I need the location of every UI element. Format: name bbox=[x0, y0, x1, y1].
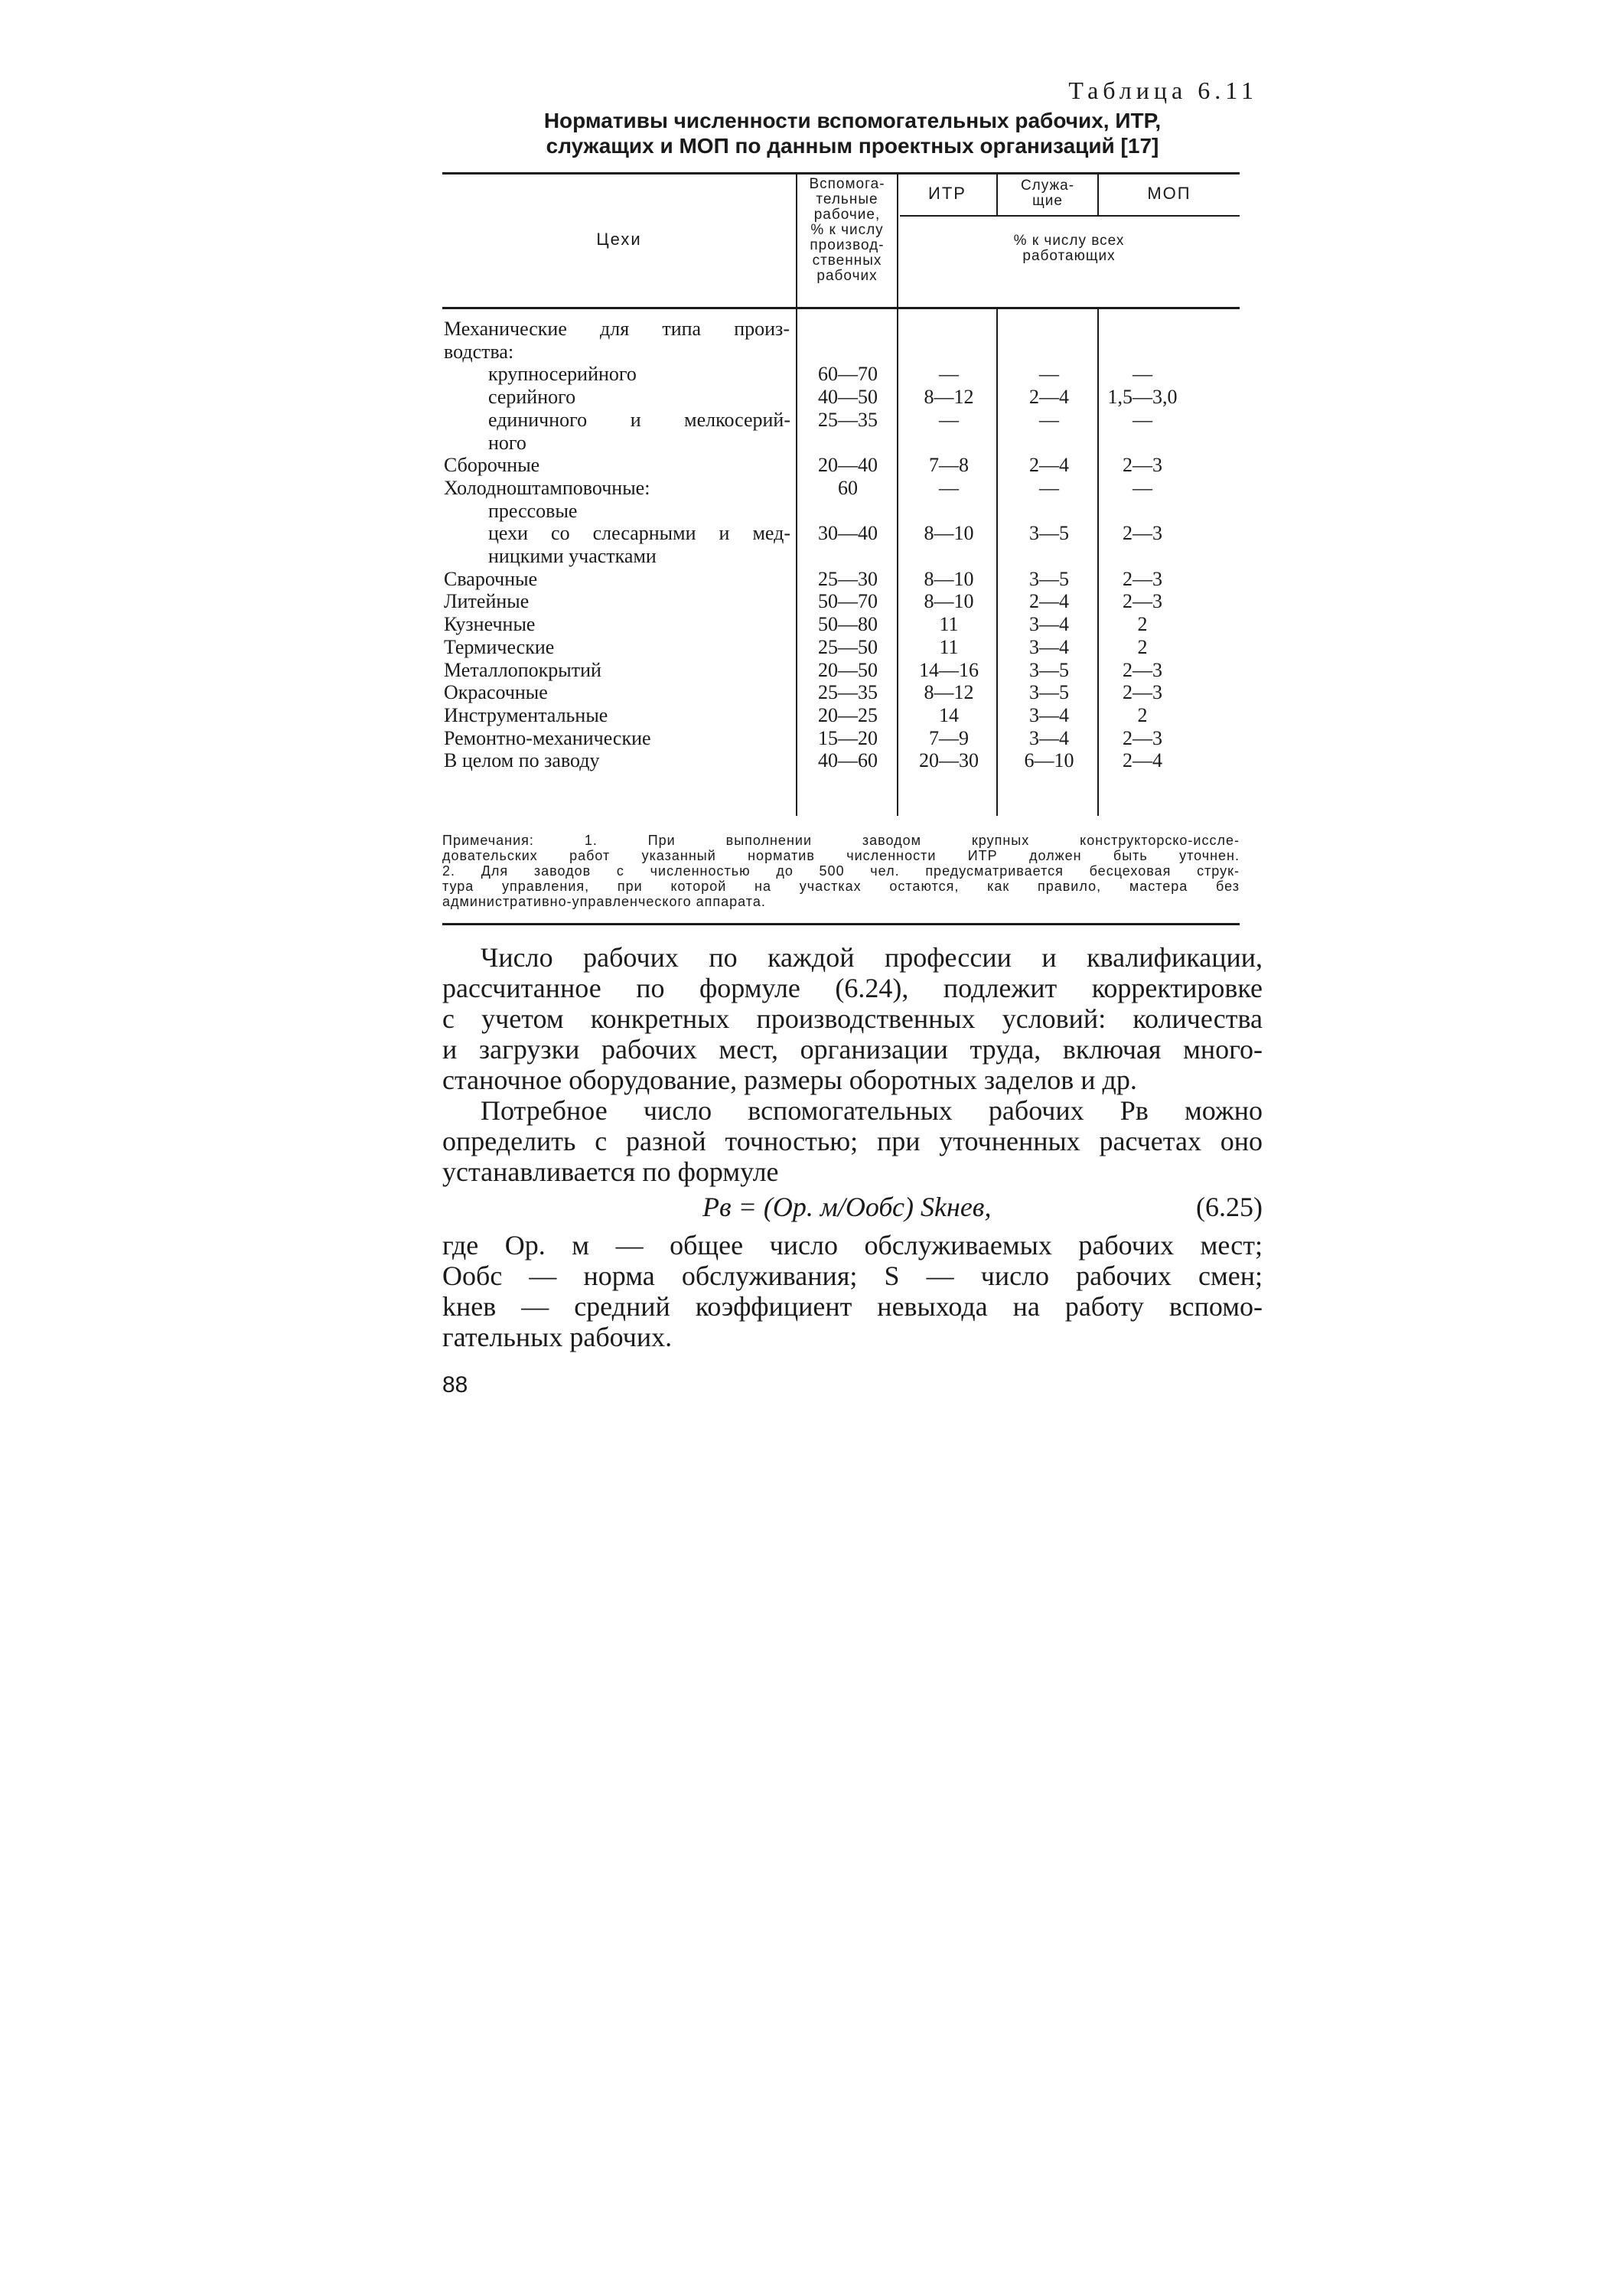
row-employees: 3—5 bbox=[1029, 659, 1069, 681]
row-itr: 11 bbox=[939, 636, 959, 658]
row-shop-name: Механические для типа произ- bbox=[444, 318, 790, 340]
paragraph-line: гательных рабочих. bbox=[442, 1322, 673, 1352]
row-shop-name: ного bbox=[488, 432, 526, 454]
table-row bbox=[442, 545, 1240, 568]
table-row bbox=[442, 636, 1240, 659]
row-shop-name: ницкими участками bbox=[488, 545, 657, 567]
row-shop-name: Сборочные bbox=[444, 454, 540, 476]
row-mop: 2 bbox=[1137, 613, 1148, 635]
table-row bbox=[442, 318, 1240, 341]
header-line: ственных bbox=[812, 253, 882, 269]
row-employees: — bbox=[1039, 477, 1059, 499]
table-notes bbox=[442, 833, 1240, 909]
row-shop-name: Термические bbox=[444, 636, 555, 658]
row-itr: — bbox=[939, 409, 959, 431]
row-shop-name: крупносерийного bbox=[488, 363, 637, 385]
row-employees: 3—5 bbox=[1029, 568, 1069, 590]
paragraph-line: Oобс — норма обслуживания; S — число рабочих смен; bbox=[442, 1261, 1263, 1291]
row-employees: 3—4 bbox=[1029, 613, 1069, 635]
row-aux-workers: 25—30 bbox=[818, 568, 878, 590]
paragraph-line: kнев — средний коэффициент невыхода на работу вспомо- bbox=[442, 1291, 1263, 1322]
table-row bbox=[442, 522, 1240, 545]
paragraph-line: станочное оборудование, размеры оборотных заделов и др. bbox=[442, 1065, 1137, 1095]
row-shop-name: Холодноштамповочные: bbox=[444, 477, 650, 499]
row-employees: — bbox=[1039, 363, 1059, 385]
row-mop: — bbox=[1133, 363, 1152, 385]
row-mop: 2—3 bbox=[1123, 522, 1162, 544]
row-employees: 3—4 bbox=[1029, 636, 1069, 658]
row-mop: 1,5—3,0 bbox=[1107, 386, 1178, 408]
table-row bbox=[442, 477, 1240, 500]
row-itr: 8—10 bbox=[924, 522, 974, 544]
row-employees: — bbox=[1039, 409, 1059, 431]
note-line: Примечания: 1. При выполнении заводом крупных конструкторско-иссле- bbox=[442, 833, 1240, 848]
row-shop-name: серийного bbox=[488, 386, 576, 408]
table-row bbox=[442, 500, 1240, 523]
row-mop: 2—3 bbox=[1123, 681, 1162, 703]
norms-table bbox=[442, 172, 1263, 816]
paragraph-line: Число рабочих по каждой профессии и квалификации, bbox=[481, 942, 1263, 973]
table-row bbox=[442, 681, 1240, 704]
row-shop-name: цехи со слесарными и мед- bbox=[488, 522, 790, 544]
formula-expression: Pв = (Oр. м/Oобс) Skнев, bbox=[702, 1192, 992, 1222]
row-shop-name: прессовые bbox=[488, 500, 578, 522]
note-line: административно-управленческого аппарата. bbox=[442, 894, 766, 909]
row-itr: 8—12 bbox=[924, 681, 974, 703]
row-aux-workers: 20—25 bbox=[818, 704, 878, 726]
table-row bbox=[442, 341, 1240, 364]
row-aux-workers: 40—50 bbox=[818, 386, 878, 408]
row-itr: 7—8 bbox=[929, 454, 969, 476]
table-row bbox=[442, 386, 1240, 409]
paragraph-line: и загрузки рабочих мест, организации труда, включая много- bbox=[442, 1034, 1263, 1065]
row-itr: 7—9 bbox=[929, 727, 969, 749]
row-aux-workers: 25—35 bbox=[818, 409, 878, 431]
table-row bbox=[442, 613, 1240, 636]
book-page bbox=[442, 77, 1263, 1398]
row-aux-workers: 15—20 bbox=[818, 727, 878, 749]
formula-number: (6.25) bbox=[1196, 1192, 1263, 1222]
row-shop-name: В целом по заводу bbox=[444, 749, 600, 771]
header-aux-workers bbox=[797, 177, 897, 284]
row-shop-name: Ремонтно-механические bbox=[444, 727, 651, 749]
row-employees: 3—5 bbox=[1029, 681, 1069, 703]
row-aux-workers: 60—70 bbox=[818, 363, 878, 385]
header-line: Вспомога- bbox=[809, 176, 885, 192]
table-row bbox=[442, 454, 1240, 477]
row-itr: — bbox=[939, 363, 959, 385]
header-bottom-rule bbox=[442, 307, 1240, 309]
table-row bbox=[442, 659, 1240, 682]
header-line: производ- bbox=[810, 237, 885, 253]
row-aux-workers: 50—80 bbox=[818, 613, 878, 635]
formula-6-25 bbox=[442, 1192, 1263, 1227]
row-employees: 2—4 bbox=[1029, 454, 1069, 476]
row-shop-name: Окрасочные bbox=[444, 681, 548, 703]
row-shop-name: Сварочные bbox=[444, 568, 538, 590]
body-text bbox=[442, 942, 1263, 1352]
row-employees: 3—5 bbox=[1029, 522, 1069, 544]
row-aux-workers: 60 bbox=[838, 477, 858, 499]
row-shop-name: Литейные bbox=[444, 590, 530, 612]
header-line: щие bbox=[1032, 193, 1063, 209]
row-mop: 2—4 bbox=[1123, 749, 1162, 771]
table-row bbox=[442, 409, 1240, 432]
row-mop: 2—3 bbox=[1123, 454, 1162, 476]
note-line: довательских работ указанный норматив численности ИТР должен быть уточнен. bbox=[442, 848, 1240, 863]
row-mop: — bbox=[1133, 409, 1152, 431]
row-itr: 11 bbox=[939, 613, 959, 635]
row-itr: 14 bbox=[939, 704, 959, 726]
row-itr: 8—10 bbox=[924, 568, 974, 590]
header-line: рабочих bbox=[816, 268, 878, 284]
header-line: Служа- bbox=[1020, 178, 1075, 194]
table-title-line: служащих и МОП по данным проектных организаций [17] bbox=[546, 134, 1159, 158]
table-row bbox=[442, 363, 1240, 386]
header-employees bbox=[998, 178, 1097, 209]
paragraph-line: устанавливается по формуле bbox=[442, 1156, 779, 1187]
row-itr: 8—10 bbox=[924, 590, 974, 612]
row-aux-workers: 25—50 bbox=[818, 636, 878, 658]
row-aux-workers: 50—70 bbox=[818, 590, 878, 612]
row-shop-name: Кузнечные bbox=[444, 613, 536, 635]
header-line: рабочие, bbox=[813, 207, 881, 223]
row-mop: — bbox=[1133, 477, 1152, 499]
table-row bbox=[442, 432, 1240, 455]
paragraph-line: определить с разной точностью; при уточненных расчетах оно bbox=[442, 1126, 1263, 1156]
row-employees: 3—4 bbox=[1029, 704, 1069, 726]
paragraph-line: где Oр. м — общее число обслуживаемых рабочих мест; bbox=[442, 1230, 1263, 1261]
header-line: тельные bbox=[816, 191, 878, 207]
row-aux-workers: 20—40 bbox=[818, 454, 878, 476]
row-employees: 2—4 bbox=[1029, 386, 1069, 408]
row-itr: 8—12 bbox=[924, 386, 974, 408]
row-aux-workers: 20—50 bbox=[818, 659, 878, 681]
page-number: 88 bbox=[442, 1372, 468, 1397]
row-aux-workers: 40—60 bbox=[818, 749, 878, 771]
note-line: 2. Для заводов с численностью до 500 чел. предусматривается бесцеховая струк- bbox=[442, 863, 1240, 879]
row-itr: 14—16 bbox=[919, 659, 979, 681]
paragraph-line: рассчитанное по формуле (6.24), подлежит корректировке bbox=[442, 973, 1263, 1003]
row-mop: 2—3 bbox=[1123, 568, 1162, 590]
header-shops: Цехи bbox=[596, 230, 642, 249]
row-mop: 2—3 bbox=[1123, 727, 1162, 749]
row-shop-name: водства: bbox=[444, 341, 514, 363]
table-title-line: Нормативы численности вспомогательных рабочих, ИТР, bbox=[543, 109, 1162, 132]
paragraph-line: Потребное число вспомогательных рабочих Pв можно bbox=[481, 1095, 1263, 1126]
table-title bbox=[442, 108, 1263, 158]
row-employees: 2—4 bbox=[1029, 590, 1069, 612]
table-end-rule bbox=[442, 923, 1240, 925]
note-line: тура управления, при которой на участках остаются, как правило, мастера без bbox=[442, 879, 1240, 894]
row-mop: 2 bbox=[1137, 636, 1148, 658]
table-row bbox=[442, 749, 1240, 772]
header-line: % к числу bbox=[810, 222, 884, 238]
row-mop: 2—3 bbox=[1123, 590, 1162, 612]
row-employees: 6—10 bbox=[1024, 749, 1074, 771]
table-number: Таблица 6.11 bbox=[1068, 77, 1258, 104]
header-mop: МОП bbox=[1147, 184, 1191, 203]
row-itr: — bbox=[939, 477, 959, 499]
row-itr: 20—30 bbox=[919, 749, 979, 771]
table-row bbox=[442, 704, 1240, 727]
header-itr: ИТР bbox=[928, 184, 966, 203]
row-shop-name: Инструментальные bbox=[444, 704, 608, 726]
row-shop-name: Металлопокрытий bbox=[444, 659, 601, 681]
row-mop: 2 bbox=[1137, 704, 1148, 726]
row-aux-workers: 30—40 bbox=[818, 522, 878, 544]
table-row bbox=[442, 727, 1240, 750]
row-employees: 3—4 bbox=[1029, 727, 1069, 749]
header-line: % к числу всех bbox=[1013, 233, 1125, 249]
header-percent-span bbox=[898, 233, 1240, 264]
header-mid-rule bbox=[900, 215, 1240, 217]
header-line: работающих bbox=[1022, 248, 1116, 264]
table-row bbox=[442, 590, 1240, 613]
row-shop-name: единичного и мелкосерий- bbox=[488, 409, 790, 431]
row-mop: 2—3 bbox=[1123, 659, 1162, 681]
table-row bbox=[442, 568, 1240, 591]
paragraph-line: с учетом конкретных производственных условий: количества bbox=[442, 1003, 1263, 1034]
row-aux-workers: 25—35 bbox=[818, 681, 878, 703]
table-top-rule bbox=[442, 172, 1240, 174]
